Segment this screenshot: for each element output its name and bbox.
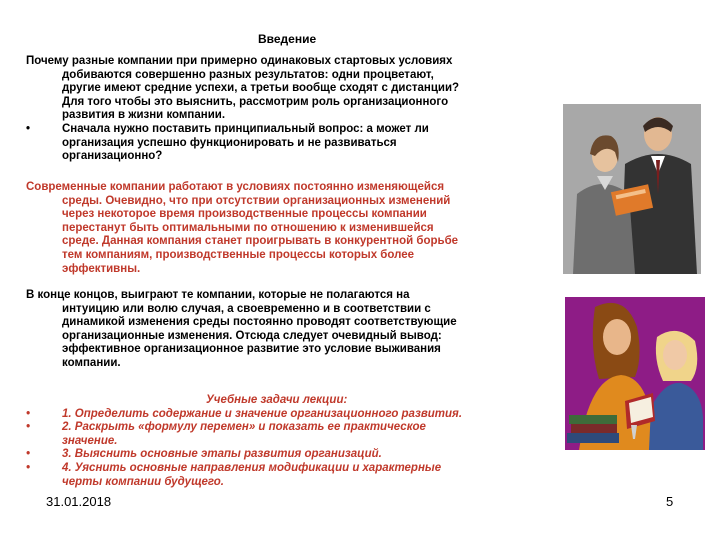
intro-bullet-text: Сначала нужно поставить принципиальный вопрос: а может ли xyxy=(62,122,429,135)
business-people-illustration-icon xyxy=(563,104,701,274)
conclusion-line: динамикой изменения среды постоянно проводят соответствующие xyxy=(62,316,457,329)
bullet-icon: • xyxy=(26,407,31,420)
bullet-icon: • xyxy=(26,122,31,135)
bullet-icon: • xyxy=(26,421,31,434)
modern-line: через некоторое время производственные процессы компании xyxy=(62,208,427,221)
modern-line: тем компаниям, производственные процессы которых более xyxy=(62,248,415,261)
students-reading-illustration-icon xyxy=(565,297,705,450)
intro-paragraph xyxy=(26,55,556,164)
modern-line: среде. Данная компания станет проигрывать в конкурентной борьбе xyxy=(62,235,459,248)
intro-line: добиваются совершенно разных результатов: одни процветают, xyxy=(62,68,434,81)
task-text: 4. Уяснить основные направления модификации и характерные xyxy=(62,461,442,474)
task-text: 1. Определить содержание и значение организационного развития. xyxy=(62,407,463,420)
task-text: 3. Выяснить основные этапы развития организаций. xyxy=(62,448,382,461)
modern-line: перестанут быть оптимальными по отношению к изменившейся xyxy=(62,221,434,234)
task-item xyxy=(26,408,566,422)
conclusion-line: эффективное организационное развитие это условие выживания xyxy=(62,343,441,356)
task-item xyxy=(26,462,566,489)
page-number: 5 xyxy=(666,494,674,509)
conclusion-line: В конце концов, выиграют те компании, которые не полагаются на xyxy=(26,289,410,301)
intro-bullet-text: организация успешно функционировать и не развиваться xyxy=(62,136,397,149)
task-item xyxy=(26,421,566,448)
intro-bullet-text: организационно? xyxy=(62,150,163,163)
intro-line: другие имеют средние успехи, а третьи вообще сходят с дистанции? xyxy=(62,82,460,95)
footer-date: 31.01.2018 xyxy=(46,494,112,509)
tasks-heading: Учебные задачи лекции: xyxy=(206,394,348,406)
modern-companies-paragraph xyxy=(26,181,556,276)
intro-line: Для того чтобы это выяснить, рассмотрим роль организационного xyxy=(62,95,449,108)
bullet-icon: • xyxy=(26,461,31,474)
task-text: значение. xyxy=(62,434,118,447)
task-text: 2. Раскрыть «формулу перемен» и показать ее практическое xyxy=(62,421,426,434)
conclusion-line: интуицию или волю случая, а своевременно и в соответствии с xyxy=(62,302,431,315)
page-title: Введение xyxy=(258,32,317,46)
bullet-icon: • xyxy=(26,448,31,461)
conclusion-line: компании. xyxy=(62,356,121,369)
intro-bullet-line xyxy=(26,123,556,137)
conclusion-paragraph xyxy=(26,289,556,371)
lecture-tasks xyxy=(26,394,566,489)
modern-line: Современные компании работают в условиях постоянно изменяющейся xyxy=(26,181,445,193)
intro-line: развития в жизни компании. xyxy=(62,109,226,122)
intro-line: Почему разные компании при примерно одинаковых стартовых условиях xyxy=(26,55,453,67)
conclusion-line: организационные изменения. Отсюда следует очевидный вывод: xyxy=(62,329,442,342)
task-item xyxy=(26,448,566,462)
modern-line: эффективны. xyxy=(62,262,141,275)
task-text: черты компании будущего. xyxy=(62,475,225,488)
modern-line: среды. Очевидно, что при отсутствии организационных изменений xyxy=(62,194,451,207)
